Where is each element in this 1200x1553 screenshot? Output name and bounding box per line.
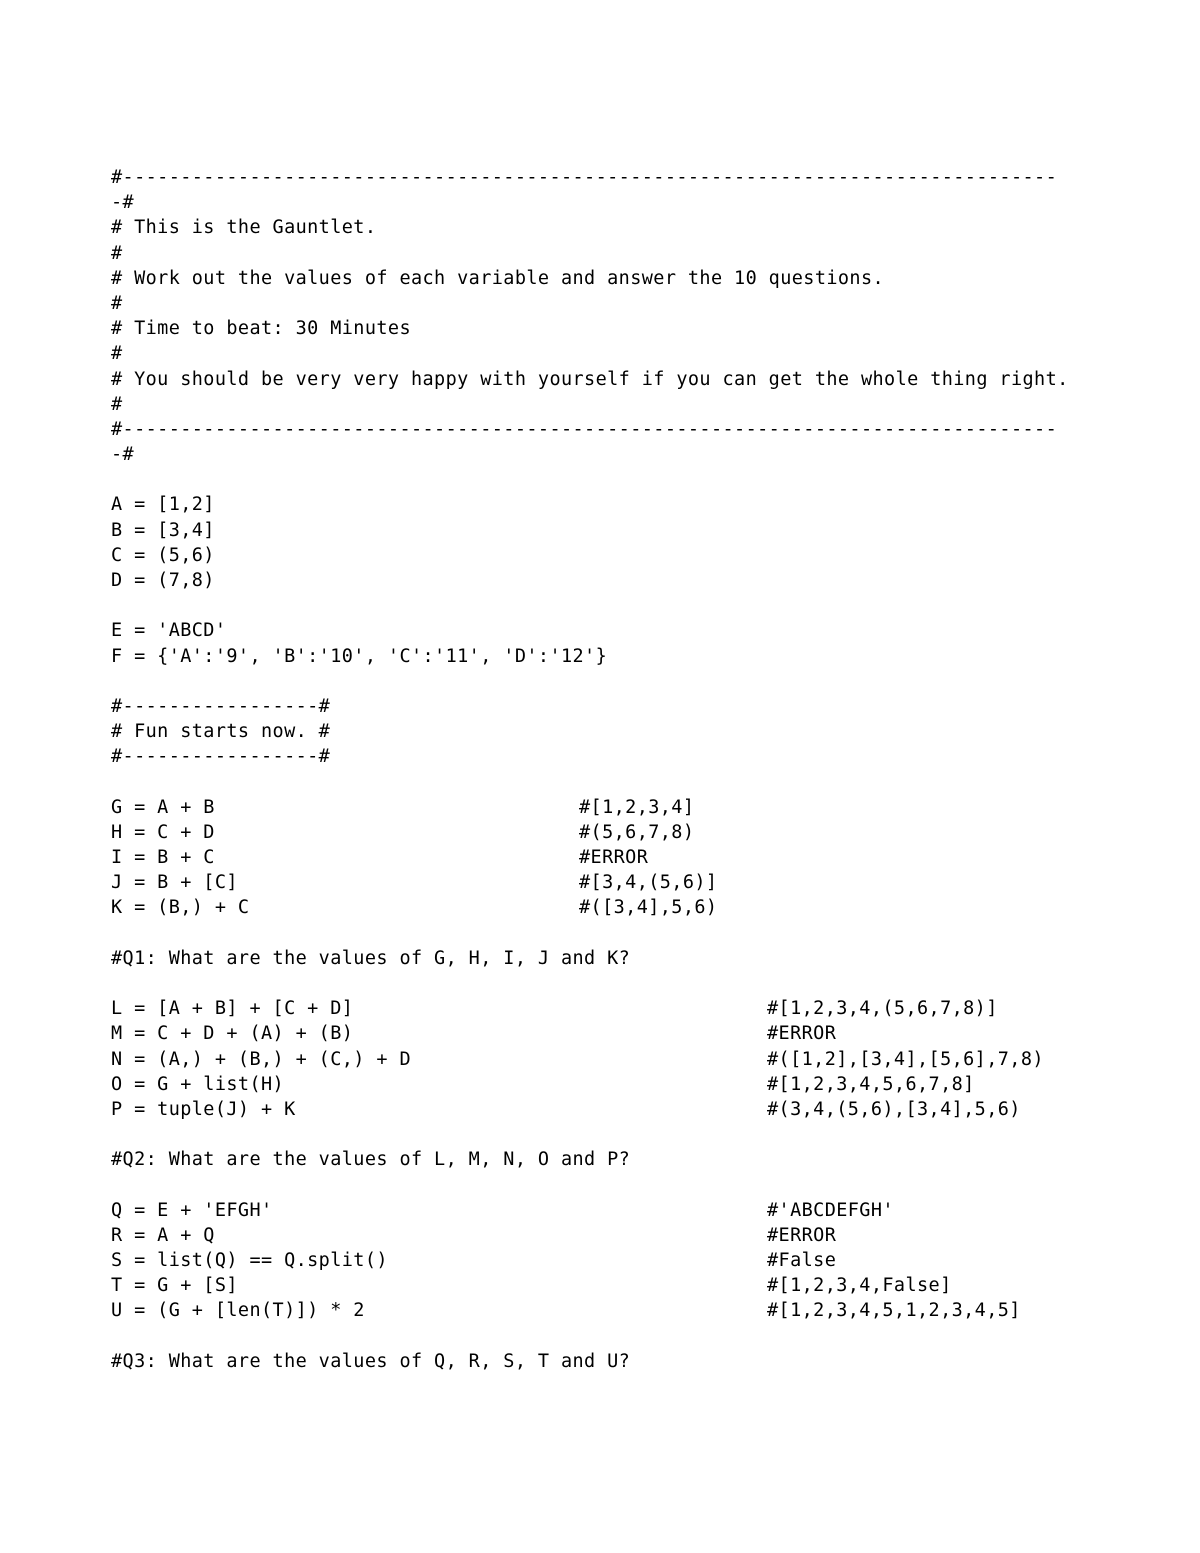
line-text: # Fun starts now. #: [111, 721, 331, 743]
line-code: S = list(Q) == Q.split(): [111, 1250, 388, 1272]
blank-line: [111, 971, 1111, 996]
blank-line: [111, 921, 1111, 946]
code-line: [111, 719, 1111, 744]
line-text: #: [111, 393, 123, 415]
code-line: [111, 291, 1111, 316]
code-line: [111, 518, 1111, 543]
code-line-with-answer: [111, 1273, 1111, 1298]
rule-text: #---------------------------------------------------------------------------------: [111, 167, 1058, 188]
answer-comment: #[1,2,3,4,(5,6,7,8)]: [767, 998, 998, 1020]
blank-line: [111, 1324, 1111, 1349]
line-text: A = [1,2]: [111, 494, 215, 516]
line-text: #-----------------#: [111, 746, 331, 768]
line-text: # You should be very very happy with yourself if you can get the whole thing right.: [111, 368, 1069, 390]
code-line: [111, 1147, 1111, 1172]
code-listing: [111, 165, 1111, 1374]
code-line-with-answer: [111, 820, 1111, 845]
code-line-with-answer: [111, 1298, 1111, 1323]
code-line-with-answer: [111, 1097, 1111, 1122]
answer-comment: #False: [767, 1250, 837, 1272]
line-code: O = G + list(H): [111, 1073, 285, 1095]
line-code: M = C + D + (A) + (B): [111, 1023, 354, 1045]
blank-line: [111, 467, 1111, 492]
answer-comment: #([3,4],5,6): [579, 897, 718, 919]
code-line-with-answer: [111, 1223, 1111, 1248]
code-line-with-answer: [111, 795, 1111, 820]
blank-line: [111, 1173, 1111, 1198]
code-line: [111, 241, 1111, 266]
code-line-with-answer: [111, 870, 1111, 895]
code-line: [111, 190, 1111, 215]
code-line-with-answer: [111, 895, 1111, 920]
line-text: # Work out the values of each variable and answer the 10 questions.: [111, 267, 885, 289]
line-text: #: [111, 343, 123, 365]
line-text: #Q3: What are the values of Q, R, S, T and U?: [111, 1350, 631, 1372]
answer-comment: #[1,2,3,4,False]: [767, 1275, 952, 1297]
line-text: B = [3,4]: [111, 519, 215, 541]
answer-comment: #[1,2,3,4]: [579, 796, 695, 818]
code-line: [111, 266, 1111, 291]
line-code: J = B + [C]: [111, 872, 238, 894]
answer-comment: #[1,2,3,4,5,6,7,8]: [767, 1073, 975, 1095]
code-line-with-answer: [111, 1072, 1111, 1097]
code-line: [111, 215, 1111, 240]
line-text: -#: [111, 444, 135, 466]
line-text: #Q1: What are the values of G, H, I, J and K?: [111, 947, 631, 969]
code-line: [111, 392, 1111, 417]
blank-line: [111, 593, 1111, 618]
code-line-with-answer: [111, 1198, 1111, 1223]
blank-line: [111, 770, 1111, 795]
line-code: L = [A + B] + [C + D]: [111, 998, 354, 1020]
line-code: H = C + D: [111, 821, 215, 843]
code-line: [111, 644, 1111, 669]
answer-comment: #(3,4,(5,6),[3,4],5,6): [767, 1098, 1021, 1120]
line-code: Q = E + 'EFGH': [111, 1199, 273, 1221]
line-text: #: [111, 242, 123, 264]
code-line-with-answer: [111, 1021, 1111, 1046]
line-text: C = (5,6): [111, 544, 215, 566]
line-text: D = (7,8): [111, 570, 215, 591]
code-line: [111, 744, 1111, 769]
answer-comment: #[1,2,3,4,5,1,2,3,4,5]: [767, 1300, 1021, 1322]
answer-comment: #'ABCDEFGH': [767, 1199, 894, 1221]
code-line-with-answer: [111, 996, 1111, 1021]
answer-comment: #ERROR: [579, 847, 649, 869]
code-line: [111, 367, 1111, 392]
line-code: G = A + B: [111, 796, 215, 818]
line-text: #Q2: What are the values of L, M, N, O and P?: [111, 1149, 631, 1171]
answer-comment: #([1,2],[3,4],[5,6],7,8): [767, 1048, 1044, 1070]
comment-rule-line: [111, 417, 1111, 442]
code-line: [111, 341, 1111, 366]
code-line: [111, 543, 1111, 568]
line-text: E = 'ABCD': [111, 620, 227, 642]
code-line: [111, 492, 1111, 517]
line-text: # This is the Gauntlet.: [111, 217, 377, 239]
line-code: U = (G + [len(T)]) * 2: [111, 1300, 365, 1322]
answer-comment: #ERROR: [767, 1224, 837, 1246]
code-line-with-answer: [111, 1248, 1111, 1273]
line-code: N = (A,) + (B,) + (C,) + D: [111, 1048, 411, 1070]
code-line: [111, 694, 1111, 719]
rule-text: #---------------------------------------------------------------------------------: [111, 418, 1058, 440]
line-text: -#: [111, 192, 135, 214]
answer-comment: #(5,6,7,8): [579, 821, 695, 843]
code-line: [111, 1349, 1111, 1374]
code-line: [111, 442, 1111, 467]
line-code: T = G + [S]: [111, 1275, 238, 1297]
line-text: F = {'A':'9', 'B':'10', 'C':'11', 'D':'12'}: [111, 645, 608, 667]
code-line: [111, 568, 1111, 593]
answer-comment: #ERROR: [767, 1023, 837, 1045]
comment-rule-line: [111, 165, 1111, 190]
code-line-with-answer: [111, 845, 1111, 870]
line-code: P = tuple(J) + K: [111, 1098, 296, 1120]
line-text: #-----------------#: [111, 695, 331, 717]
code-line: [111, 946, 1111, 971]
blank-line: [111, 669, 1111, 694]
line-text: #: [111, 292, 123, 314]
line-text: # Time to beat: 30 Minutes: [111, 318, 411, 340]
blank-line: [111, 1122, 1111, 1147]
code-line-with-answer: [111, 1047, 1111, 1072]
code-line: [111, 618, 1111, 643]
code-line: [111, 316, 1111, 341]
line-code: R = A + Q: [111, 1224, 215, 1246]
line-code: K = (B,) + C: [111, 897, 250, 919]
line-code: I = B + C: [111, 847, 215, 869]
answer-comment: #[3,4,(5,6)]: [579, 872, 718, 894]
